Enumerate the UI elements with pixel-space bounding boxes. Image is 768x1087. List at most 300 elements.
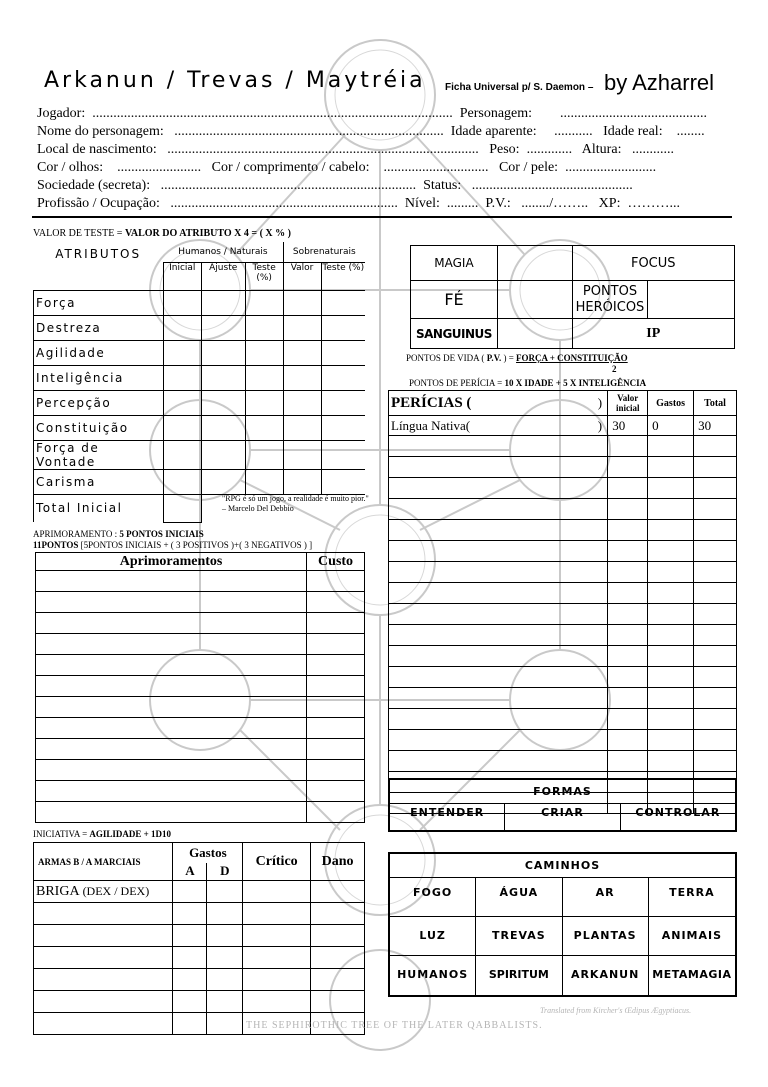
- caminho-fogo[interactable]: FOGO: [390, 878, 476, 917]
- skill-cell[interactable]: [389, 520, 608, 541]
- weapons-col-gastos: Gastos: [173, 843, 243, 863]
- attr-cell[interactable]: [201, 415, 245, 440]
- skill-cell[interactable]: [608, 688, 648, 709]
- attr-cell[interactable]: [321, 415, 365, 440]
- attr-cell[interactable]: [283, 390, 321, 415]
- aprimoramento-cell[interactable]: [36, 718, 307, 739]
- aprimoramento-cell[interactable]: [36, 676, 307, 697]
- aprimoramentos-table: [35, 552, 365, 823]
- caminhos-box: [388, 852, 737, 997]
- weapons-col-critico: Crítico: [243, 843, 311, 881]
- weapon-cell[interactable]: [311, 881, 365, 903]
- attr-cell[interactable]: [163, 415, 201, 440]
- skill-row: [389, 520, 737, 541]
- cost-cell[interactable]: [307, 592, 365, 613]
- attr-cell[interactable]: [201, 390, 245, 415]
- skill-cell[interactable]: [389, 562, 608, 583]
- cost-cell[interactable]: [307, 571, 365, 592]
- weapon-cell[interactable]: [243, 947, 311, 969]
- weapon-name[interactable]: [34, 881, 173, 903]
- skill-cell[interactable]: [648, 751, 694, 772]
- attr-cell[interactable]: [321, 340, 365, 365]
- weapon-cell[interactable]: [173, 969, 207, 991]
- attr-cell[interactable]: [283, 440, 321, 469]
- attribute-row: [34, 440, 366, 469]
- col-inicial: Inicial: [163, 262, 201, 290]
- skill-cell[interactable]: [648, 730, 694, 751]
- skill-cell[interactable]: [389, 478, 608, 499]
- skills-col-gastos: Gastos: [648, 391, 694, 416]
- aprimoramento-row: [36, 760, 365, 781]
- weapon-cell[interactable]: [207, 925, 243, 947]
- skill-cell[interactable]: [648, 457, 694, 478]
- weapon-cell[interactable]: [173, 925, 207, 947]
- aprimoramento-line1: [33, 529, 204, 539]
- aprimoramento-row: [36, 676, 365, 697]
- weapons-col-d: D: [207, 863, 243, 881]
- weapon-cell[interactable]: [34, 903, 173, 925]
- field-line-nome[interactable]: Nome do personagem: ............................................................................. Idade aparente: ........... Idade real: ........: [37, 124, 705, 139]
- attr-cell[interactable]: [201, 290, 245, 315]
- skill-row: [389, 730, 737, 751]
- skill-cell[interactable]: [648, 604, 694, 625]
- skill-cell[interactable]: [389, 541, 608, 562]
- skill-cell[interactable]: [389, 625, 608, 646]
- skill-row: [389, 562, 737, 583]
- skill-cell[interactable]: [648, 562, 694, 583]
- weapon-cell[interactable]: [311, 991, 365, 1013]
- attribute-row: [34, 290, 366, 315]
- cost-cell[interactable]: [307, 802, 365, 823]
- attributes-section-title: ATRIBUTOS: [55, 247, 142, 261]
- weapon-cell[interactable]: [311, 903, 365, 925]
- aprimoramento-cell[interactable]: [36, 592, 307, 613]
- cost-cell[interactable]: [307, 781, 365, 802]
- caminho-ar[interactable]: AR: [563, 878, 649, 917]
- weapon-cell[interactable]: [243, 925, 311, 947]
- pv-divisor: 2: [612, 364, 617, 374]
- attr-cell[interactable]: [321, 469, 365, 494]
- weapon-cell[interactable]: [243, 881, 311, 903]
- skill-cell[interactable]: [694, 562, 737, 583]
- aprimoramento-cell[interactable]: [36, 655, 307, 676]
- skill-cell[interactable]: [648, 520, 694, 541]
- weapon-cell[interactable]: [173, 903, 207, 925]
- skill-cell[interactable]: [389, 751, 608, 772]
- header-divider: [32, 216, 732, 218]
- attribute-label: Força: [34, 290, 164, 315]
- fe-value[interactable]: [497, 281, 572, 319]
- attribute-label: Destreza: [34, 315, 164, 340]
- sheet-title: Arkanun / Trevas / Maytréia: [44, 68, 426, 93]
- weapon-cell[interactable]: [173, 947, 207, 969]
- weapon-name-text: BRIGA: [36, 884, 80, 899]
- skill-row: [389, 583, 737, 604]
- skill-cell[interactable]: [389, 688, 608, 709]
- attribute-label: Percepção: [34, 390, 164, 415]
- weapon-row: [34, 925, 365, 947]
- skill-valor[interactable]: 30: [608, 416, 648, 436]
- pp-formula: [409, 378, 646, 388]
- skill-cell[interactable]: [608, 520, 648, 541]
- caminhos-grid: [390, 878, 735, 995]
- weapon-cell[interactable]: [207, 1013, 243, 1035]
- fe-label: FÉ: [411, 281, 498, 319]
- skill-row: [389, 709, 737, 730]
- skill-row: [389, 478, 737, 499]
- skill-cell[interactable]: [608, 457, 648, 478]
- skill-name[interactable]: Língua Nativa(: [389, 416, 598, 436]
- skill-cell[interactable]: [608, 667, 648, 688]
- skill-cell[interactable]: [694, 541, 737, 562]
- caminho-spiritum[interactable]: SPIRITUM: [476, 956, 562, 995]
- attr-cell[interactable]: [245, 340, 283, 365]
- caminho-arkanun[interactable]: ARKANUN: [563, 956, 649, 995]
- ip-label: IP: [572, 319, 734, 349]
- skill-cell[interactable]: [694, 478, 737, 499]
- caminho-humanos[interactable]: HUMANOS: [390, 956, 476, 995]
- skill-cell[interactable]: [648, 667, 694, 688]
- weapon-attrs: (DEX / DEX): [79, 884, 150, 898]
- cost-cell[interactable]: [307, 634, 365, 655]
- weapon-row: [34, 903, 365, 925]
- attr-cell[interactable]: [245, 315, 283, 340]
- skill-cell[interactable]: [648, 646, 694, 667]
- attr-cell[interactable]: [163, 469, 201, 494]
- field-line-profissao[interactable]: Profissão / Ocupação: ................................................................. Nível: ......... P.V.: ......../…….. XP: ………...: [37, 196, 680, 211]
- weapon-cell[interactable]: [34, 969, 173, 991]
- skill-cell[interactable]: [648, 436, 694, 457]
- test-value-expression: VALOR DO ATRIBUTO X 4 = ( X % ): [124, 228, 291, 239]
- weapon-cell[interactable]: [34, 947, 173, 969]
- skills-col-valor: Valor inicial: [608, 391, 648, 416]
- aprimoramento-row: [36, 781, 365, 802]
- aprimoramento-row: [36, 613, 365, 634]
- attr-cell[interactable]: [245, 290, 283, 315]
- caminho-animais[interactable]: ANIMAIS: [649, 917, 735, 956]
- attr-cell[interactable]: [201, 440, 245, 469]
- skills-table: [388, 390, 737, 814]
- pontos-heroicos-label: PONTOS HERÓICOS: [572, 281, 648, 319]
- skill-cell[interactable]: [648, 499, 694, 520]
- skill-cell[interactable]: [389, 499, 608, 520]
- skill-cell[interactable]: [389, 583, 608, 604]
- initiative-label: INICIATIVA =: [33, 829, 90, 839]
- initiative-value: AGILIDADE + 1D10: [89, 829, 172, 839]
- skill-row: [389, 667, 737, 688]
- aprimoramento-row: [36, 802, 365, 823]
- attr-cell[interactable]: [201, 365, 245, 390]
- weapon-row: [34, 881, 365, 903]
- skill-cell[interactable]: [389, 667, 608, 688]
- sheet-subtitle: Ficha Universal p/ S. Daemon –: [445, 82, 594, 93]
- watermark-title: THE SEPHIROTHIC TREE OF THE LATER QABBALISTS.: [246, 1020, 543, 1031]
- skill-cell[interactable]: [608, 436, 648, 457]
- caminho-plantas[interactable]: PLANTAS: [563, 917, 649, 956]
- skill-cell[interactable]: [608, 583, 648, 604]
- attr-cell[interactable]: [321, 440, 365, 469]
- skill-cell[interactable]: [648, 541, 694, 562]
- skill-cell[interactable]: [694, 583, 737, 604]
- cost-cell[interactable]: [307, 739, 365, 760]
- aprimoramento-line2-bold: 11PONTOS: [33, 540, 79, 550]
- group-human-header: Humanos / Naturais: [163, 242, 283, 262]
- caminho-metamagia[interactable]: METAMAGIA: [652, 968, 732, 981]
- skill-cell[interactable]: [648, 688, 694, 709]
- attr-cell[interactable]: [163, 440, 201, 469]
- aprimoramento-line1-label: APRIMORAMENTO :: [33, 529, 120, 539]
- attr-cell[interactable]: [163, 340, 201, 365]
- weapon-cell[interactable]: [311, 947, 365, 969]
- skill-row: [389, 499, 737, 520]
- skill-cell[interactable]: [608, 541, 648, 562]
- attribute-label: Agilidade: [34, 340, 164, 365]
- skill-cell[interactable]: [648, 583, 694, 604]
- skill-cell[interactable]: [608, 730, 648, 751]
- aprimoramento-line2-rest: [5PONTOS INICIAIS + ( 3 POSITIVOS )+( 3 NEGATIVOS ) ]: [78, 540, 313, 550]
- sheet-author: by Azharrel: [604, 70, 715, 95]
- sanguinus-value[interactable]: [497, 319, 572, 349]
- weapon-cell[interactable]: [207, 991, 243, 1013]
- weapon-cell[interactable]: [173, 1013, 207, 1035]
- attr-cell[interactable]: [321, 365, 365, 390]
- magia-label: MAGIA: [411, 246, 498, 281]
- aprimoramento-cell[interactable]: [36, 634, 307, 655]
- cost-cell[interactable]: [307, 760, 365, 781]
- attribute-row: [34, 315, 366, 340]
- pv-formula-eq: ) =: [501, 353, 517, 363]
- skill-cell[interactable]: [389, 604, 608, 625]
- skill-row: [389, 457, 737, 478]
- weapon-cell[interactable]: [243, 903, 311, 925]
- attribute-row: [34, 340, 366, 365]
- attribute-label: Constituição: [34, 415, 164, 440]
- attr-cell[interactable]: [201, 315, 245, 340]
- quote: "RPG é só um jogo, a realidade é muito pior." – Marcelo Del Debbio: [222, 494, 369, 513]
- weapon-cell[interactable]: [207, 881, 243, 903]
- skill-cell[interactable]: [389, 709, 608, 730]
- aprimoramento-row: [36, 571, 365, 592]
- attribute-label: Força de Vontade: [34, 440, 164, 469]
- attr-cell[interactable]: [163, 365, 201, 390]
- skills-col-total: Total: [694, 391, 737, 416]
- skill-row: [389, 751, 737, 772]
- weapon-cell[interactable]: [34, 991, 173, 1013]
- weapon-cell[interactable]: [311, 969, 365, 991]
- skill-cell[interactable]: [389, 457, 608, 478]
- attr-cell[interactable]: [283, 290, 321, 315]
- sanguinus-label: SANGUINUS: [411, 319, 498, 349]
- attr-cell[interactable]: [163, 290, 201, 315]
- caminho-luz[interactable]: LUZ: [390, 917, 476, 956]
- cost-cell[interactable]: [307, 613, 365, 634]
- aprimoramento-cell[interactable]: [36, 802, 307, 823]
- aprimoramentos-col-cost: Custo: [307, 553, 365, 571]
- skill-row: [389, 541, 737, 562]
- skill-cell[interactable]: [694, 646, 737, 667]
- weapon-cell[interactable]: [207, 969, 243, 991]
- powers-table: [410, 245, 735, 349]
- cost-cell[interactable]: [307, 697, 365, 718]
- attribute-label: Carisma: [34, 469, 164, 494]
- attr-cell[interactable]: [321, 390, 365, 415]
- skill-row: [389, 625, 737, 646]
- weapon-row: [34, 969, 365, 991]
- weapon-cell[interactable]: [207, 947, 243, 969]
- total-inicial-label: Total Inicial: [34, 494, 164, 522]
- weapon-cell[interactable]: [34, 1013, 173, 1035]
- skill-cell[interactable]: [694, 688, 737, 709]
- aprimoramento-cell[interactable]: [36, 739, 307, 760]
- pontos-heroicos-value[interactable]: [648, 281, 735, 319]
- skill-cell[interactable]: [694, 730, 737, 751]
- aprimoramento-row: [36, 655, 365, 676]
- aprimoramento-cell[interactable]: [36, 781, 307, 802]
- weapon-cell[interactable]: [173, 881, 207, 903]
- attribute-row: [34, 390, 366, 415]
- attr-cell[interactable]: [201, 340, 245, 365]
- attr-cell[interactable]: [245, 415, 283, 440]
- caminho-terra[interactable]: TERRA: [649, 878, 735, 917]
- formas-row: [390, 804, 735, 830]
- weapon-cell[interactable]: [34, 925, 173, 947]
- forma-criar[interactable]: CRIAR: [505, 804, 620, 830]
- cost-cell[interactable]: [307, 655, 365, 676]
- aprimoramento-cell[interactable]: [36, 613, 307, 634]
- aprimoramento-row: [36, 697, 365, 718]
- attr-cell[interactable]: [163, 315, 201, 340]
- test-value-label: VALOR DE TESTE =: [33, 228, 125, 239]
- group-super-header: Sobrenaturais: [283, 242, 365, 262]
- skill-cell[interactable]: [608, 478, 648, 499]
- skill-gastos[interactable]: 0: [648, 416, 694, 436]
- aprimoramento-row: [36, 718, 365, 739]
- skill-row: [389, 416, 737, 436]
- skill-row: [389, 436, 737, 457]
- attr-cell[interactable]: [283, 315, 321, 340]
- attribute-label: Inteligência: [34, 365, 164, 390]
- skill-cell[interactable]: [694, 667, 737, 688]
- skill-cell[interactable]: [694, 436, 737, 457]
- magia-value[interactable]: [497, 246, 572, 281]
- skill-cell[interactable]: [389, 436, 608, 457]
- skill-cell[interactable]: [608, 709, 648, 730]
- attr-cell[interactable]: [283, 365, 321, 390]
- aprimoramento-row: [36, 592, 365, 613]
- cost-cell[interactable]: [307, 676, 365, 697]
- weapon-cell[interactable]: [173, 991, 207, 1013]
- skill-cell[interactable]: [608, 646, 648, 667]
- weapon-cell[interactable]: [311, 925, 365, 947]
- attributes-table: [33, 242, 365, 523]
- pp-formula-label: PONTOS DE PERÍCIA =: [409, 378, 505, 388]
- pv-formula-value: FORÇA + CONSTITUIÇÃO: [516, 353, 628, 363]
- attr-cell[interactable]: [283, 469, 321, 494]
- attribute-row: [34, 365, 366, 390]
- skill-total[interactable]: 30: [694, 416, 737, 436]
- skill-cell[interactable]: [648, 625, 694, 646]
- field-line-sociedade[interactable]: Sociedade (secreta): ......................................................................... Status: ..............................................: [37, 178, 633, 193]
- skills-title-close: ): [598, 391, 608, 416]
- skill-cell[interactable]: [694, 709, 737, 730]
- skill-cell[interactable]: [389, 730, 608, 751]
- field-line-cor[interactable]: Cor / olhos: ........................ Cor / comprimento / cabelo: .............................. Cor / pele: ..........................: [37, 160, 657, 175]
- skill-cell[interactable]: [389, 646, 608, 667]
- attr-cell[interactable]: [245, 469, 283, 494]
- attr-cell[interactable]: [283, 415, 321, 440]
- skill-cell[interactable]: [694, 499, 737, 520]
- attr-cell[interactable]: [245, 365, 283, 390]
- aprimoramento-row: [36, 739, 365, 760]
- pv-formula: [406, 353, 628, 363]
- skill-cell[interactable]: [608, 499, 648, 520]
- attr-cell[interactable]: [201, 469, 245, 494]
- skill-cell[interactable]: [694, 604, 737, 625]
- formas-box: [388, 778, 737, 832]
- col-ajuste: Ajuste: [201, 262, 245, 290]
- col-teste: Teste (%): [245, 262, 283, 290]
- skill-cell[interactable]: [694, 457, 737, 478]
- weapons-col-dano: Dano: [311, 843, 365, 881]
- skill-cell[interactable]: [694, 520, 737, 541]
- attr-cell[interactable]: [321, 315, 365, 340]
- weapon-cell[interactable]: [243, 991, 311, 1013]
- forma-controlar[interactable]: CONTROLAR: [635, 806, 721, 819]
- skill-cell[interactable]: [648, 709, 694, 730]
- skill-cell[interactable]: [694, 625, 737, 646]
- test-value-formula: [33, 228, 291, 239]
- skill-row: [389, 688, 737, 709]
- attr-cell[interactable]: [321, 290, 365, 315]
- attr-cell[interactable]: [283, 340, 321, 365]
- skill-cell[interactable]: [608, 562, 648, 583]
- skill-cell[interactable]: [608, 604, 648, 625]
- weapon-row: [34, 947, 365, 969]
- col-valor: Valor: [283, 262, 321, 290]
- aprimoramento-cell[interactable]: [36, 571, 307, 592]
- cost-cell[interactable]: [307, 718, 365, 739]
- attr-cell[interactable]: [163, 390, 201, 415]
- skill-cell[interactable]: [608, 625, 648, 646]
- attr-cell[interactable]: [245, 440, 283, 469]
- attr-cell[interactable]: [245, 390, 283, 415]
- caminho-trevas[interactable]: TREVAS: [476, 917, 562, 956]
- focus-label: FOCUS: [572, 246, 734, 281]
- aprimoramentos-col-name: Aprimoramentos: [36, 553, 307, 571]
- pp-formula-value: 10 X IDADE + 5 X INTELIGÊNCIA: [504, 378, 647, 388]
- skill-cell[interactable]: [608, 751, 648, 772]
- weapons-col-a: A: [173, 863, 207, 881]
- total-inicial-cell[interactable]: [163, 494, 201, 522]
- weapon-cell[interactable]: [243, 969, 311, 991]
- skill-name-close: ): [598, 416, 608, 436]
- pv-abbr: P.V.: [486, 353, 502, 363]
- field-line-jogador[interactable]: Jogador: ....................................................................................................... Personagem: ..........................................: [37, 106, 708, 121]
- formas-title: FORMAS: [390, 780, 735, 804]
- col-teste2: Teste (%): [321, 262, 365, 290]
- skill-cell[interactable]: [694, 751, 737, 772]
- caminho-agua[interactable]: ÁGUA: [476, 878, 562, 917]
- aprimoramento-cell[interactable]: [36, 697, 307, 718]
- aprimoramento-line1-value: 5 PONTOS INICIAIS: [119, 529, 204, 539]
- attribute-row: [34, 415, 366, 440]
- forma-entender[interactable]: ENTENDER: [390, 804, 505, 830]
- aprimoramento-cell[interactable]: [36, 760, 307, 781]
- skill-cell[interactable]: [648, 478, 694, 499]
- field-line-local[interactable]: Local de nascimento: ......................................................................................... Peso: ............. Altura: ............: [37, 142, 674, 157]
- weapon-cell[interactable]: [207, 903, 243, 925]
- aprimoramento-row: [36, 634, 365, 655]
